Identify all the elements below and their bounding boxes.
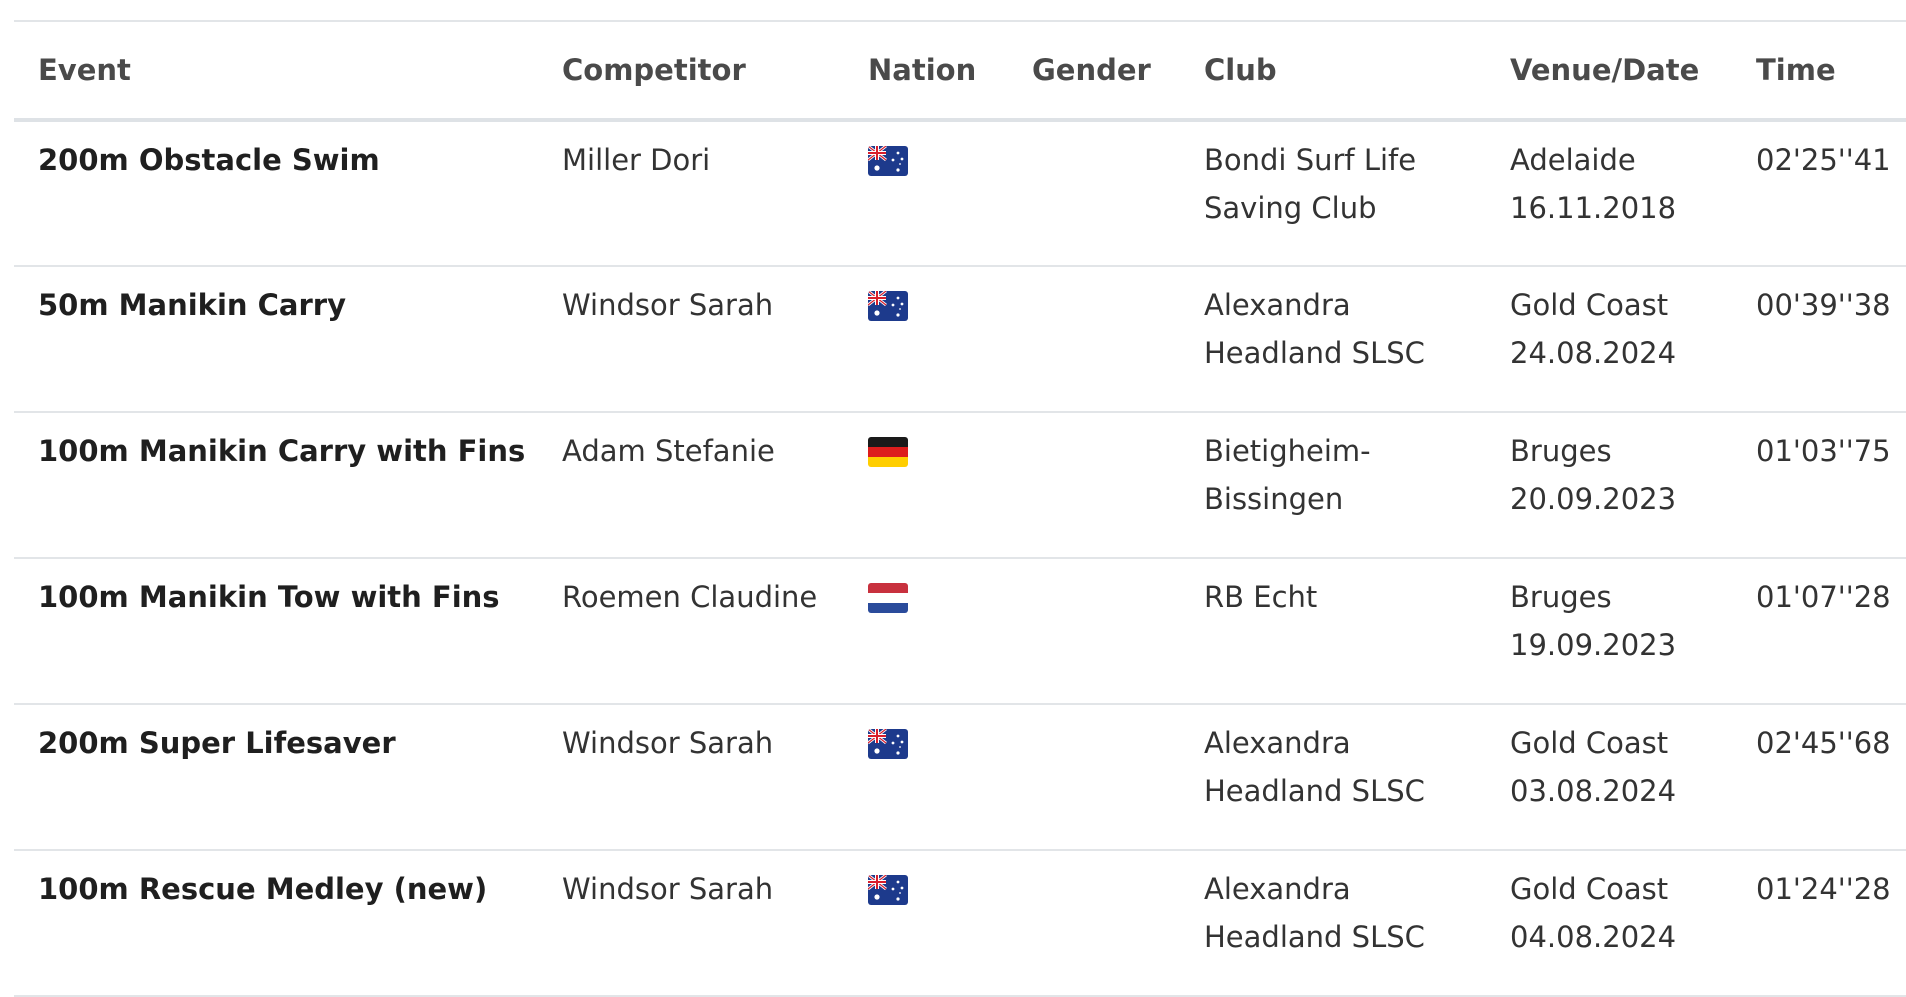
column-header-nation[interactable]: Nation <box>868 53 977 87</box>
table-row <box>14 120 1906 266</box>
date-text: 20.09.2023 <box>1510 482 1677 516</box>
nation-cell <box>844 266 1008 412</box>
competitor-cell: Windsor Sarah <box>562 288 774 322</box>
event-cell: 100m Manikin Tow with Fins <box>38 580 500 614</box>
venue-date-cell <box>1486 266 1732 412</box>
competitor-cell: Roemen Claudine <box>562 580 818 614</box>
event-cell: 100m Rescue Medley (new) <box>38 872 488 906</box>
australia-flag-icon <box>868 291 908 321</box>
header-row <box>14 21 1906 120</box>
germany-flag-icon <box>868 437 908 467</box>
club-cell: Alexandra Headland SLSC <box>1204 872 1425 954</box>
venue-text: Gold Coast <box>1510 726 1669 760</box>
event-cell: 50m Manikin Carry <box>38 288 347 322</box>
date-text: 04.08.2024 <box>1510 920 1677 954</box>
venue-text: Bruges <box>1510 434 1612 468</box>
nation-cell <box>844 120 1008 266</box>
gender-cell <box>1008 850 1180 996</box>
event-cell: 200m Obstacle Swim <box>38 143 380 177</box>
venue-date-cell <box>1486 850 1732 996</box>
australia-flag-icon <box>868 146 908 176</box>
nation-cell <box>844 412 1008 558</box>
table-row <box>14 266 1906 412</box>
date-text: 24.08.2024 <box>1510 336 1677 370</box>
date-text: 19.09.2023 <box>1510 628 1677 662</box>
club-cell: Alexandra Headland SLSC <box>1204 288 1425 370</box>
venue-date-cell <box>1486 412 1732 558</box>
records-table-container <box>14 20 1906 997</box>
records-table <box>14 20 1906 997</box>
gender-cell <box>1008 704 1180 850</box>
nation-cell <box>844 558 1008 704</box>
club-cell: Alexandra Headland SLSC <box>1204 726 1425 808</box>
column-header-club[interactable]: Club <box>1204 53 1277 87</box>
nation-cell <box>844 850 1008 996</box>
date-text: 16.11.2018 <box>1510 191 1677 225</box>
table-row <box>14 558 1906 704</box>
competitor-cell: Windsor Sarah <box>562 872 774 906</box>
venue-date-cell <box>1486 120 1732 266</box>
venue-text: Adelaide <box>1510 143 1636 177</box>
table-row <box>14 412 1906 558</box>
club-cell: Bondi Surf Life Saving Club <box>1204 143 1417 225</box>
column-header-event[interactable]: Event <box>38 53 131 87</box>
australia-flag-icon <box>868 875 908 905</box>
time-cell: 01'07''28 <box>1756 580 1891 614</box>
netherlands-flag-icon <box>868 583 908 613</box>
gender-cell <box>1008 266 1180 412</box>
time-cell: 02'45''68 <box>1756 726 1891 760</box>
table-row <box>14 704 1906 850</box>
venue-text: Gold Coast <box>1510 872 1669 906</box>
nation-cell <box>844 704 1008 850</box>
competitor-cell: Miller Dori <box>562 143 711 177</box>
club-cell: Bietigheim-Bissingen <box>1204 434 1371 516</box>
competitor-cell: Adam Stefanie <box>562 434 775 468</box>
column-header-gender[interactable]: Gender <box>1032 53 1151 87</box>
date-text: 03.08.2024 <box>1510 774 1677 808</box>
event-cell: 200m Super Lifesaver <box>38 726 396 760</box>
gender-cell <box>1008 120 1180 266</box>
venue-date-cell <box>1486 704 1732 850</box>
venue-date-cell <box>1486 558 1732 704</box>
table-row <box>14 850 1906 996</box>
column-header-competitor[interactable]: Competitor <box>562 53 746 87</box>
competitor-cell: Windsor Sarah <box>562 726 774 760</box>
gender-cell <box>1008 558 1180 704</box>
time-cell: 01'03''75 <box>1756 434 1891 468</box>
event-cell: 100m Manikin Carry with Fins <box>38 434 526 468</box>
column-header-time[interactable]: Time <box>1756 53 1836 87</box>
venue-text: Gold Coast <box>1510 288 1669 322</box>
time-cell: 00'39''38 <box>1756 288 1891 322</box>
club-cell: RB Echt <box>1204 580 1318 614</box>
time-cell: 02'25''41 <box>1756 143 1891 177</box>
table-header <box>14 21 1906 120</box>
australia-flag-icon <box>868 729 908 759</box>
time-cell: 01'24''28 <box>1756 872 1891 906</box>
venue-text: Bruges <box>1510 580 1612 614</box>
column-header-venue-date[interactable]: Venue/Date <box>1510 53 1700 87</box>
table-body <box>14 120 1906 996</box>
gender-cell <box>1008 412 1180 558</box>
